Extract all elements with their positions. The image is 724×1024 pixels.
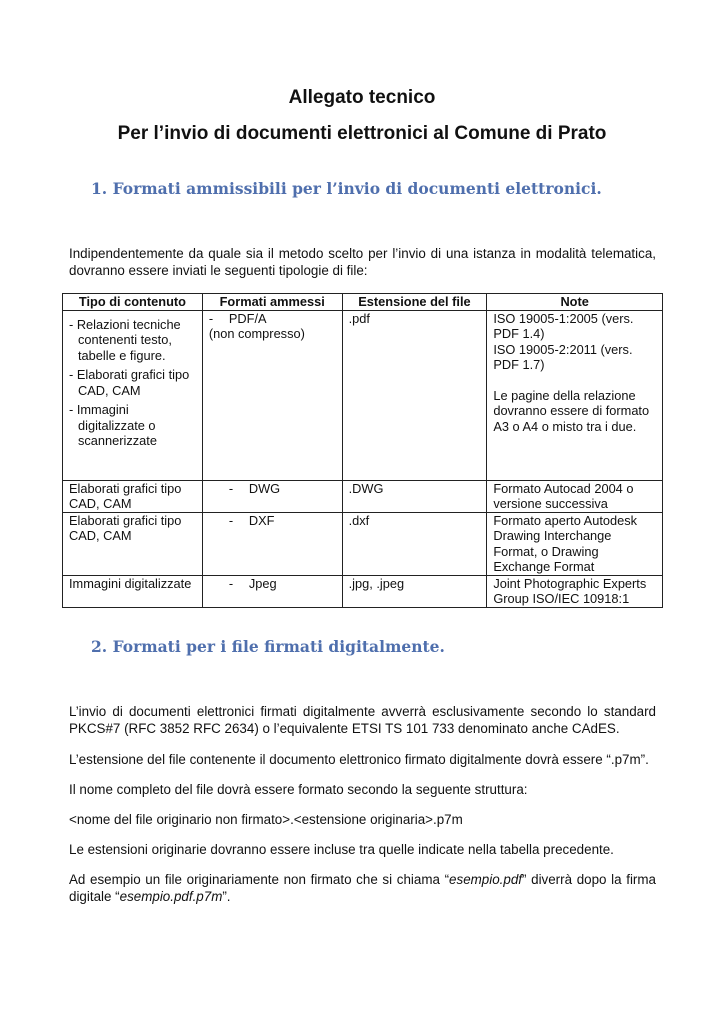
extension-cell: .pdf (342, 310, 487, 480)
note-line: ISO 19005-1:2005 (vers. PDF 1.4) (493, 310, 634, 341)
section-2-heading: 2. Formati per i file firmati digitalmente. (91, 637, 445, 656)
extension-cell: .jpg, .jpeg (342, 575, 487, 607)
format-name: DWG (248, 480, 281, 496)
list-item: - Elaborati grafici tipo CAD, CAM (69, 367, 190, 398)
section-1-intro: Indipendentemente da quale sia il metodo scelto per l’invio di una istanza in modalità telematica, dovranno essere inviati le seguenti tipologie di file: (69, 246, 656, 278)
header-allowed-formats: Formati ammessi (202, 294, 342, 311)
document-subtitle: Per l’invio di documenti elettronici al Comune di Prato (117, 123, 607, 144)
list-item: - Immagini digitalizzate o scannerizzate (69, 402, 157, 448)
table-row (63, 310, 663, 480)
format-cell (202, 575, 342, 607)
example-filename: esempio.pdf (449, 872, 522, 887)
note-line: ISO 19005-2:2011 (vers. PDF 1.7) (493, 341, 633, 372)
header-notes: Note (487, 294, 663, 311)
format-cell (202, 310, 342, 480)
example-text: ” diverrà dopo la firma digitale “ (69, 872, 656, 904)
content-type-cell: Elaborati grafici tipo CAD, CAM (63, 512, 203, 575)
example-text: ”. (222, 889, 231, 904)
format-note: (non compresso) (208, 326, 305, 341)
format-name: DXF (248, 512, 275, 528)
example-paragraph (69, 871, 656, 905)
format-name: PDF/A (228, 310, 267, 326)
content-type-cell (63, 310, 203, 480)
section-2-paragraph: Le estensioni originarie dovranno essere incluse tra quelle indicate nella tabella precedente. (69, 842, 614, 857)
format-dash: - (208, 310, 214, 326)
table-header-row (63, 294, 663, 311)
section-1-heading: 1. Formati ammissibili per l’invio di documenti elettronici. (91, 179, 602, 198)
table-row (63, 575, 663, 607)
format-cell (202, 512, 342, 575)
section-2-paragraph: L’invio di documenti elettronici firmati digitalmente avverrà esclusivamente secondo lo standard PKCS#7 (RFC 3852 RFC 2634) o l’equivalente ETSI TS 101 733 denominato anche CAdES. (69, 704, 656, 736)
document-title: Allegato tecnico (288, 87, 436, 108)
example-signed-filename: esempio.pdf.p7m (119, 889, 223, 904)
section-2-paragraph: L’estensione del file contenente il documento elettronico firmato digitalmente dovrà essere “.p7m”. (69, 752, 649, 767)
format-cell (202, 480, 342, 512)
formats-table (62, 293, 663, 608)
note-cell: Joint Photographic Experts Group ISO/IEC 10918:1 (487, 575, 663, 607)
table-row (63, 480, 663, 512)
table-row (63, 512, 663, 575)
format-dash: - (228, 512, 234, 528)
section-2-paragraph: Il nome completo del file dovrà essere formato secondo la seguente struttura: (69, 782, 528, 797)
filename-structure: <nome del file originario non firmato>.<estensione originaria>.p7m (69, 812, 463, 827)
content-type-cell: Immagini digitalizzate (63, 575, 203, 607)
header-content-type: Tipo di contenuto (63, 294, 203, 311)
content-type-cell: Elaborati grafici tipo CAD, CAM (63, 480, 203, 512)
extension-cell: .DWG (342, 480, 487, 512)
example-text: Ad esempio un file originariamente non firmato che si chiama “ (69, 872, 450, 887)
format-dash: - (228, 575, 234, 591)
extension-cell: .dxf (342, 512, 487, 575)
format-name: Jpeg (248, 575, 277, 591)
note-cell: Formato aperto Autodesk Drawing Interchange Format, o Drawing Exchange Format (487, 512, 663, 575)
note-cell (487, 310, 663, 480)
note-line: Le pagine della relazione dovranno essere di formato A3 o A4 o misto tra i due. (493, 387, 650, 434)
note-cell: Formato Autocad 2004 o versione successiva (487, 480, 663, 512)
header-file-extension: Estensione del file (342, 294, 487, 311)
list-item: - Relazioni tecniche contenenti testo, tabelle e figure. (69, 316, 181, 363)
format-dash: - (228, 480, 234, 496)
